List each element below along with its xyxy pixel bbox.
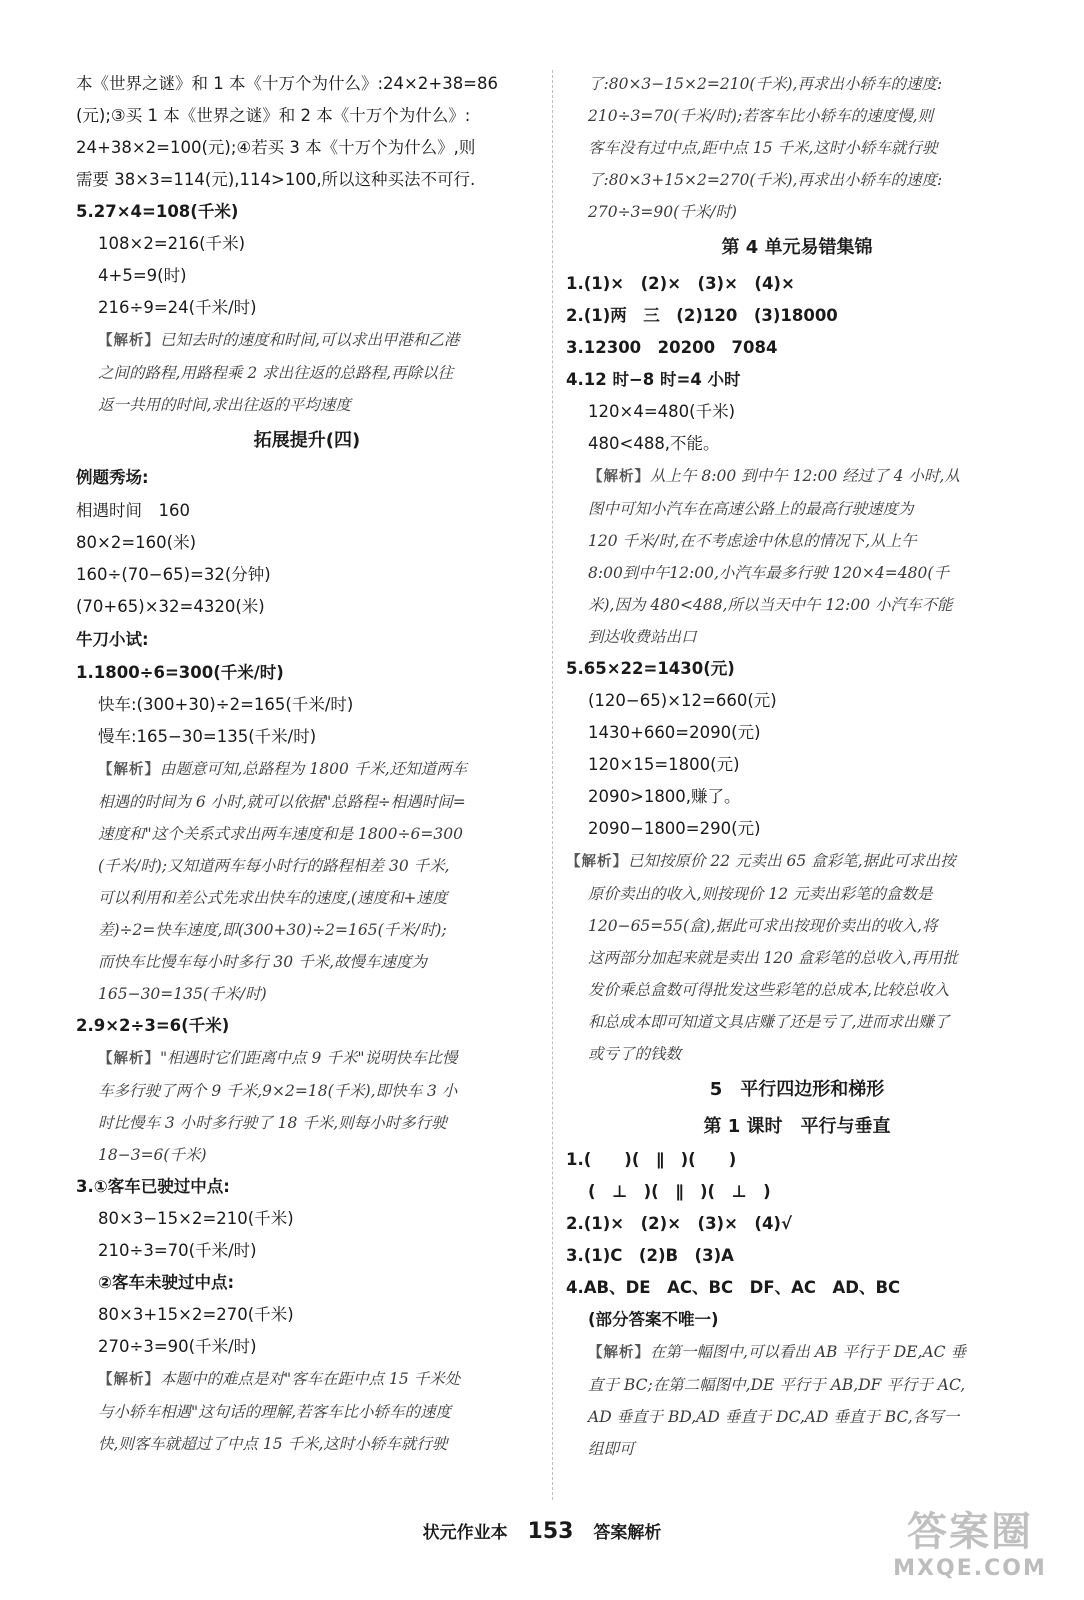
analysis-text: 在第一幅图中,可以看出 AB 平行于 DE,AC 垂 <box>650 1343 966 1361</box>
answer-line: 480<488,不能。 <box>588 434 720 453</box>
question-2-head: 2.9×2÷3=6(千米) <box>76 1016 230 1035</box>
answer-line: 2090>1800,赚了。 <box>588 787 741 806</box>
analysis-text: 之间的路程,用路程乘 2 求出往返的总路程,再除以往 <box>98 364 454 382</box>
answer-line: 4+5=9(时) <box>98 266 187 285</box>
answer-line: 1430+660=2090(元) <box>588 723 761 742</box>
analysis-note <box>76 1363 538 1396</box>
watermark-seal: 答案圈 <box>907 1508 1033 1555</box>
answer-line: 1.(1)× (2)× (3)× (4)× <box>566 274 795 293</box>
answer-line: 210÷3=70(千米/时) <box>98 1241 257 1260</box>
analysis-text: 从上午 8:00 到中午 12:00 经过了 4 小时,从 <box>650 467 960 485</box>
answer-line: 1.( )( ∥ )( ) <box>566 1150 737 1169</box>
right-column <box>566 68 1028 1465</box>
answer-line: 3.12300 20200 7084 <box>566 338 778 357</box>
trial-label: 牛刀小试: <box>76 630 149 649</box>
analysis-tag: 【解析】 <box>98 332 160 349</box>
analysis-text: 与小轿车相遇"这句话的理解,若客车比小轿车的速度 <box>98 1403 452 1421</box>
answer-line: 3.(1)C (2)B (3)A <box>566 1246 734 1265</box>
answer-line: ( ⊥ )( ∥ )( ⊥ ) <box>588 1182 771 1201</box>
question-1-head: 1.1800÷6=300(千米/时) <box>76 663 284 682</box>
analysis-text: 而快车比慢车每小时多行 30 千米,故慢车速度为 <box>98 953 428 971</box>
analysis-text: 120−65=55(盒),据此可求出按现价卖出的收入,将 <box>588 917 938 935</box>
lesson-title: 第 1 课时 平行与垂直 <box>703 1116 891 1137</box>
answer-line: 120×15=1800(元) <box>588 755 740 774</box>
analysis-text: 已知去时的速度和时间,可以求出甲港和乙港 <box>160 331 460 349</box>
analysis-tag: 【解析】 <box>98 761 160 778</box>
analysis-text: 120 千米/时,在不考虑途中休息的情况下,从上午 <box>588 532 917 550</box>
answer-line: 216÷9=24(千米/时) <box>98 298 257 317</box>
analysis-text: 了:80×3−15×2=210(千米),再求出小轿车的速度: <box>588 75 943 93</box>
analysis-text: 210÷3=70(千米/时);若客车比小轿车的速度慢,则 <box>588 107 934 125</box>
intro-line: (元);③买 1 本《世界之谜》和 2 本《十万个为什么》: <box>76 106 471 125</box>
analysis-text: 相遇的时间为 6 小时,就可以依据"总路程÷相遇时间= <box>98 793 466 811</box>
analysis-text: 差)÷2=快车速度,即(300+30)÷2=165(千米/时); <box>98 921 447 939</box>
case-heading: ②客车未驶过中点: <box>98 1273 235 1292</box>
analysis-text: 车多行驶了两个 9 千米,9×2=18(千米),即快车 3 小 <box>98 1082 458 1100</box>
analysis-text: 图中可知小汽车在高速公路上的最高行驶速度为 <box>588 500 914 518</box>
answer-line: 160÷(70−65)=32(分钟) <box>76 565 271 584</box>
page-number: 153 <box>527 1519 574 1544</box>
column-divider <box>552 70 553 1500</box>
question-5-head: 5.27×4=108(千米) <box>76 202 239 221</box>
book-title: 状元作业本 <box>422 1523 508 1543</box>
example-label: 例题秀场: <box>76 468 149 487</box>
analysis-text: 本题中的难点是对"客车在距中点 15 千米处 <box>160 1370 461 1388</box>
analysis-text: 米),因为 480<488,所以当天中午 12:00 小汽车不能 <box>588 596 953 614</box>
analysis-text: 时比慢车 3 小时多行驶了 18 千米,则每小时多行驶 <box>98 1114 447 1132</box>
analysis-text: 返一共用的时间,求出往返的平均速度 <box>98 396 351 414</box>
answer-line: 80×3−15×2=210(千米) <box>98 1209 294 1228</box>
analysis-note <box>76 1042 538 1075</box>
answer-line: 2090−1800=290(元) <box>588 819 761 838</box>
analysis-tag: 【解析】 <box>566 853 628 870</box>
analysis-text: 已知按原价 22 元卖出 65 盒彩笔,据此可求出按 <box>628 852 956 870</box>
answer-line: 120×4=480(千米) <box>588 402 736 421</box>
answer-line: 相遇时间 160 <box>76 501 190 520</box>
question-5-head: 5.65×22=1430(元) <box>566 659 735 678</box>
analysis-note <box>566 460 1028 493</box>
analysis-tag: 【解析】 <box>588 1344 650 1361</box>
answer-line: 108×2=216(千米) <box>98 234 246 253</box>
analysis-note <box>566 845 1028 878</box>
analysis-text: 165−30=135(千米/时) <box>98 985 267 1003</box>
analysis-text: 快,则客车就超过了中点 15 千米,这时小轿车就行驶 <box>98 1435 448 1453</box>
answer-line: 80×2=160(米) <box>76 533 197 552</box>
analysis-text: 客车没有过中点,距中点 15 千米,这时小轿车就行驶 <box>588 139 938 157</box>
analysis-tag: 【解析】 <box>98 1371 160 1388</box>
intro-line: 需要 38×3=114(元),114>100,所以这种买法不可行. <box>76 170 476 189</box>
watermark-logo <box>870 1508 1070 1581</box>
analysis-note <box>76 753 538 786</box>
answer-line: 4.12 时−8 时=4 小时 <box>566 370 741 389</box>
analysis-text: 速度和"这个关系式求出两车速度和是 1800÷6=300 <box>98 825 463 843</box>
analysis-note <box>566 1336 1028 1369</box>
analysis-text: AD 垂直于 BD,AD 垂直于 DC,AD 垂直于 BC,各写一 <box>588 1408 960 1426</box>
section-title: 拓展提升(四) <box>253 430 361 451</box>
answer-line: 4.AB、DE AC、BC DF、AC AD、BC <box>566 1278 901 1297</box>
analysis-text: 这两部分加起来就是卖出 120 盒彩笔的总收入,再用批 <box>588 949 958 967</box>
analysis-text: 或亏了的钱数 <box>588 1045 682 1063</box>
analysis-text: 组即可 <box>588 1440 635 1458</box>
analysis-text: 原价卖出的收入,则按现价 12 元卖出彩笔的盒数是 <box>588 885 933 903</box>
answer-line: 270÷3=90(千米/时) <box>98 1337 257 1356</box>
answer-line: 2.(1)× (2)× (3)× (4)√ <box>566 1214 792 1233</box>
analysis-tag: 【解析】 <box>588 468 650 485</box>
answer-line: 80×3+15×2=270(千米) <box>98 1305 294 1324</box>
chapter-title: 5 平行四边形和梯形 <box>709 1079 885 1100</box>
analysis-text: 由题意可知,总路程为 1800 千米,还知道两车 <box>160 760 468 778</box>
answer-line: 快车:(300+30)÷2=165(千米/时) <box>98 695 354 714</box>
analysis-text: 18−3=6(千米) <box>98 1146 207 1164</box>
answer-line: 慢车:165−30=135(千米/时) <box>98 727 317 746</box>
analysis-text: 270÷3=90(千米/时) <box>588 203 737 221</box>
answer-line: (70+65)×32=4320(米) <box>76 597 265 616</box>
analysis-text: 到达收费站出口 <box>588 628 697 646</box>
analysis-text: 和总成本即可知道文具店赚了还是亏了,进而求出赚了 <box>588 1013 950 1031</box>
watermark-url: MXQE.COM <box>893 1556 1047 1581</box>
question-3-head: 3.①客车已驶过中点: <box>76 1177 230 1196</box>
unit-title: 第 4 单元易错集锦 <box>721 237 873 258</box>
analysis-text: 8:00到中午12:00,小汽车最多行驶 120×4=480(千 <box>588 564 949 582</box>
intro-line: 本《世界之谜》和 1 本《十万个为什么》:24×2+38=86 <box>76 74 499 93</box>
analysis-text: (千米/时);又知道两车每小时行的路程相差 30 千米, <box>98 857 450 875</box>
analysis-tag: 【解析】 <box>98 1050 160 1067</box>
left-column <box>76 68 538 1460</box>
intro-line: 24+38×2=100(元);④若买 3 本《十万个为什么》,则 <box>76 138 476 157</box>
analysis-text: 可以利用和差公式先求出快车的速度,(速度和+速度 <box>98 889 448 907</box>
answer-line: (120−65)×12=660(元) <box>588 691 777 710</box>
answer-line: 2.(1)两 三 (2)120 (3)18000 <box>566 306 838 325</box>
footer-section: 答案解析 <box>593 1523 662 1543</box>
analysis-text: 发价乘总盒数可得批发这些彩笔的总成本,比较总收入 <box>588 981 950 999</box>
answer-line: (部分答案不唯一) <box>588 1310 719 1329</box>
analysis-text: 直于 BC;在第二幅图中,DE 平行于 AB,DF 平行于 AC, <box>588 1376 966 1394</box>
analysis-text: "相遇时它们距离中点 9 千米"说明快车比慢 <box>160 1049 458 1067</box>
analysis-note <box>76 324 538 357</box>
analysis-text: 了:80×3+15×2=270(千米),再求出小轿车的速度: <box>588 171 943 189</box>
